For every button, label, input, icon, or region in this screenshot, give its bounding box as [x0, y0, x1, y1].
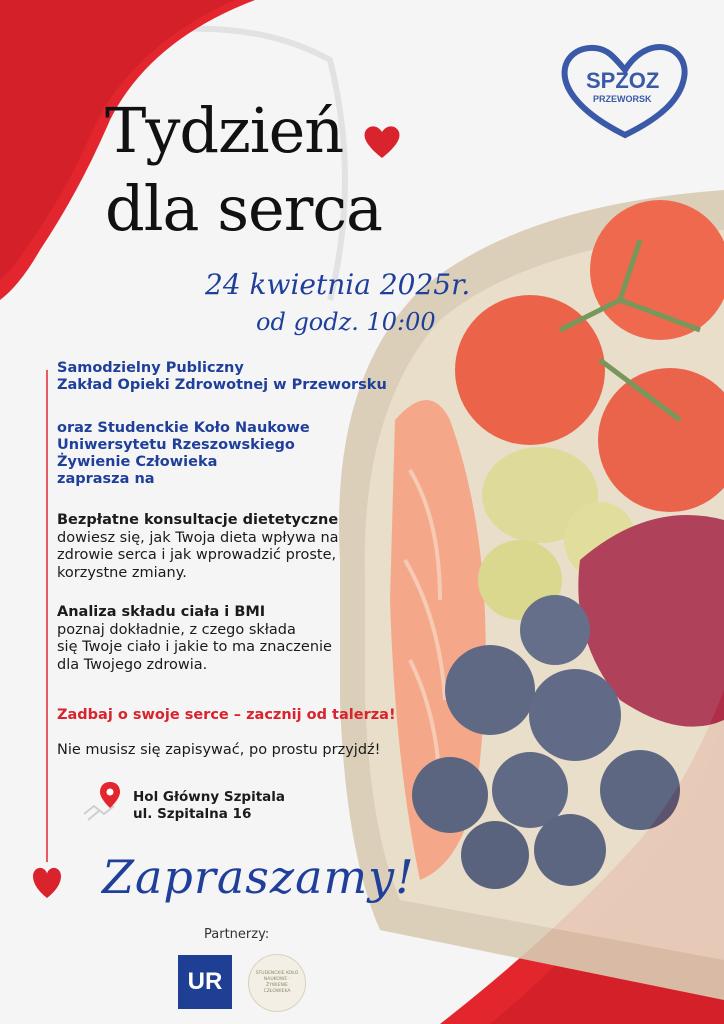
- organizer-2-line-1: oraz Studenckie Koło Naukowe: [57, 420, 310, 436]
- offer-2-heading: Analiza składu ciała i BMI: [57, 604, 266, 620]
- ur-logo-text: UR: [187, 968, 223, 995]
- ur-logo: [178, 955, 232, 1009]
- location-line-1: Hol Główny Szpitala: [133, 789, 286, 805]
- offer-2-line-3: dla Twojego zdrowia.: [57, 656, 208, 673]
- spzoz-logo: [560, 40, 690, 140]
- organizer-2-line-3: Żywienie Człowieka: [57, 454, 218, 470]
- event-time: od godz. 10:00: [256, 308, 436, 336]
- partners-label: Partnerzy:: [204, 927, 270, 942]
- organizer-2-line-2: Uniwersytetu Rzeszowskiego: [57, 437, 295, 453]
- offer-1-line-3: korzystne zmiany.: [57, 564, 187, 581]
- closing-invitation: Zapraszamy!: [102, 850, 415, 904]
- location-line-2: ul. Szpitalna 16: [133, 806, 252, 822]
- organizer-1: [57, 360, 387, 394]
- title-line-2: dla serca: [105, 172, 383, 245]
- offer-1-line-1: dowiesz się, jak Twoja dieta wpływa na: [57, 529, 339, 546]
- skn-logo: [248, 954, 306, 1012]
- offer-1-line-2: zdrowie serca i jak wprowadzić proste,: [57, 547, 337, 563]
- map-pin-icon: [80, 780, 124, 824]
- slogan: Zadbaj o swoje serce – zacznij od talerza!: [57, 707, 396, 723]
- organizer-2: [57, 420, 310, 488]
- logo-text-przeworsk: PRZEWORSK: [593, 94, 652, 104]
- organizer-1-line-2: Zakład Opieki Zdrowotnej w Przeworsku: [57, 377, 387, 393]
- offer-1-heading: Bezpłatne konsultacje dietetyczne: [57, 512, 339, 528]
- organizer-1-line-1: Samodzielny Publiczny: [57, 360, 244, 376]
- logo-text-spzoz: SPZOZ: [586, 68, 660, 93]
- no-registration-note: Nie musisz się zapisywać, po prostu przyjdź!: [57, 742, 381, 758]
- location-address: [133, 789, 285, 823]
- offer-body-analysis: [57, 604, 332, 674]
- invites-text: zaprasza na: [57, 471, 155, 487]
- skn-logo-text: STUDENCKIE KOŁO NAUKOWE · ŻYWIENIE CZŁOWIEKA: [255, 971, 299, 994]
- offer-dietary-consultations: [57, 512, 339, 582]
- title-line-1: Tydzień: [105, 94, 344, 167]
- heart-icon: [363, 124, 401, 160]
- event-date: 24 kwietnia 2025r.: [205, 268, 471, 301]
- offer-2-line-1: poznaj dokładnie, z czego składa: [57, 621, 296, 638]
- offer-2-line-2: się Twoje ciało i jakie to ma znaczenie: [57, 639, 332, 655]
